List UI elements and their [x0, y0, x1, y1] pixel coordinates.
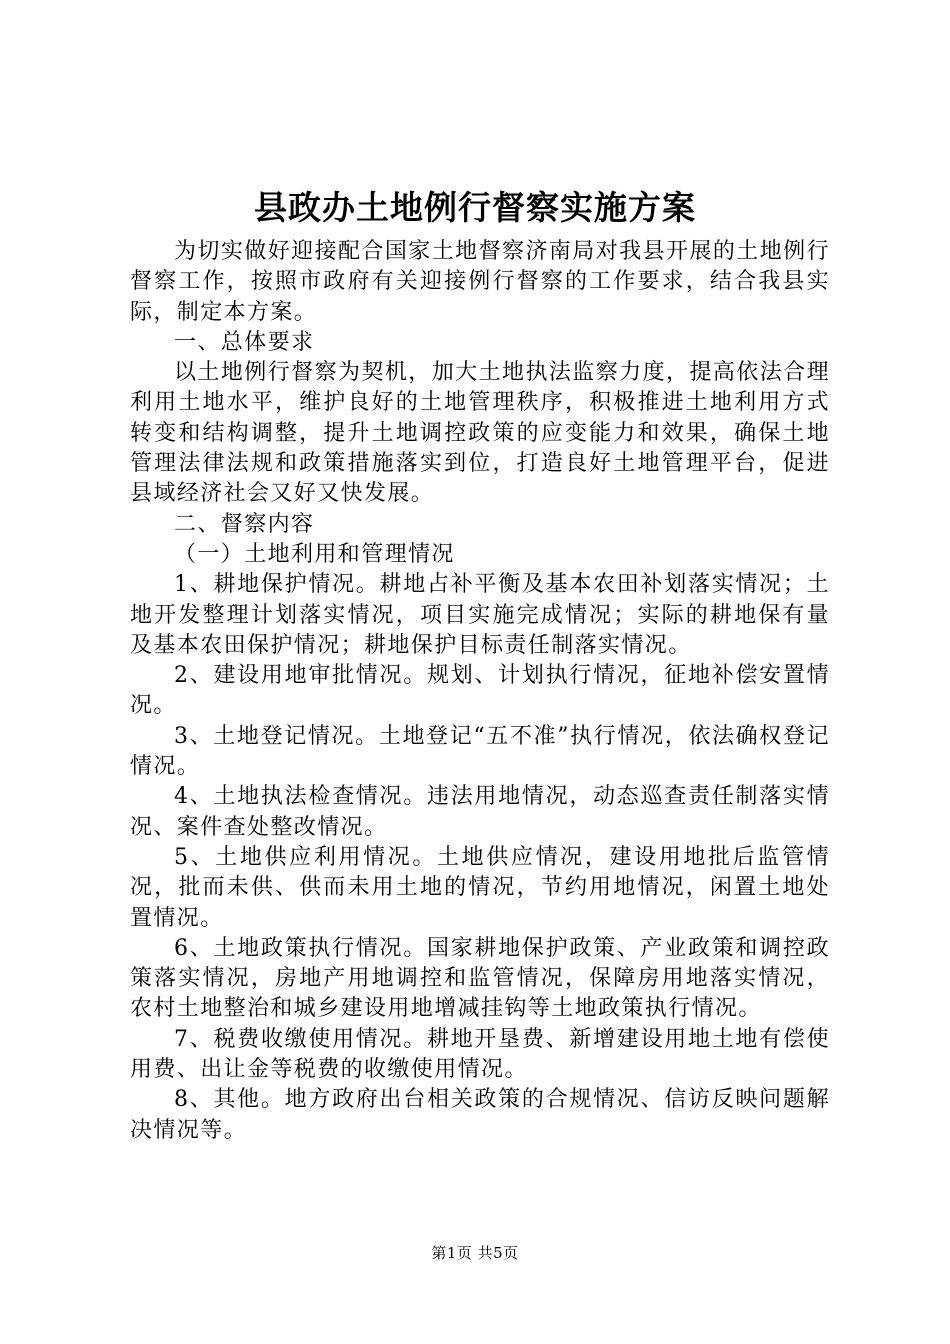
list-item-8: 8、其他。地方政府出台相关政策的合规情况、信访反映问题解决情况等。 [130, 1087, 830, 1143]
list-item-1: 1、耕地保护情况。耕地占补平衡及基本农田补划落实情况；土地开发整理计划落实情况，项目实施完成情况；实际的耕地保有量及基本农田保护情况；耕地保护目标责任制落实情况。 [130, 572, 830, 658]
list-item-6: 6、土地政策执行情况。国家耕地保护政策、产业政策和调控政策落实情况，房地产用地调控和监管情况，保障房用地落实情况，农村土地整治和城乡建设用地增减挂钩等土地政策执行情况。 [130, 935, 830, 1022]
heading-general-requirements: 一、总体要求 [174, 329, 315, 355]
list-item-2: 2、建设用地审批情况。规划、计划执行情况，征地补偿安置情况。 [130, 663, 830, 719]
paragraph-intro: 为切实做好迎接配合国家土地督察济南局对我县开展的土地例行督察工作，按照市政府有关迎接例行督察的工作要求，结合我县实际，制定本方案。 [130, 239, 830, 325]
list-item-4: 4、土地执法检查情况。违法用地情况，动态巡查责任制落实情况、案件查处整改情况。 [130, 784, 830, 840]
list-item-5: 5、土地供应利用情况。土地供应情况，建设用地批后监管情况，批而未供、供而未用土地的情况，节约用地情况，闲置土地处置情况。 [130, 844, 830, 931]
document-body [130, 237, 830, 1146]
list-item-7: 7、税费收缴使用情况。耕地开垦费、新增建设用地土地有偿使用费、出让金等税费的收缴使用情况。 [130, 1026, 830, 1083]
document-title: 县政办土地例行督察实施方案 [254, 188, 696, 227]
page-number-footer: 第1页 共5页 [431, 1244, 519, 1262]
heading-inspection-content: 二、督察内容 [174, 511, 315, 537]
list-item-3: 3、土地登记情况。土地登记“五不准”执行情况，依法确权登记情况。 [130, 723, 830, 780]
subheading-land-use: （一）土地利用和管理情况 [174, 541, 455, 567]
paragraph-general-requirements: 以土地例行督察为契机，加大土地执法监察力度，提高依法合理利用土地水平，维护良好的土地管理秩序，积极推进土地利用方式转变和结构调整，提升土地调控政策的应变能力和效果，确保土地管理法律法规和政策措施落实到位，打造良好土地管理平台，促进县域经济社会又好又快发展。 [130, 360, 830, 507]
